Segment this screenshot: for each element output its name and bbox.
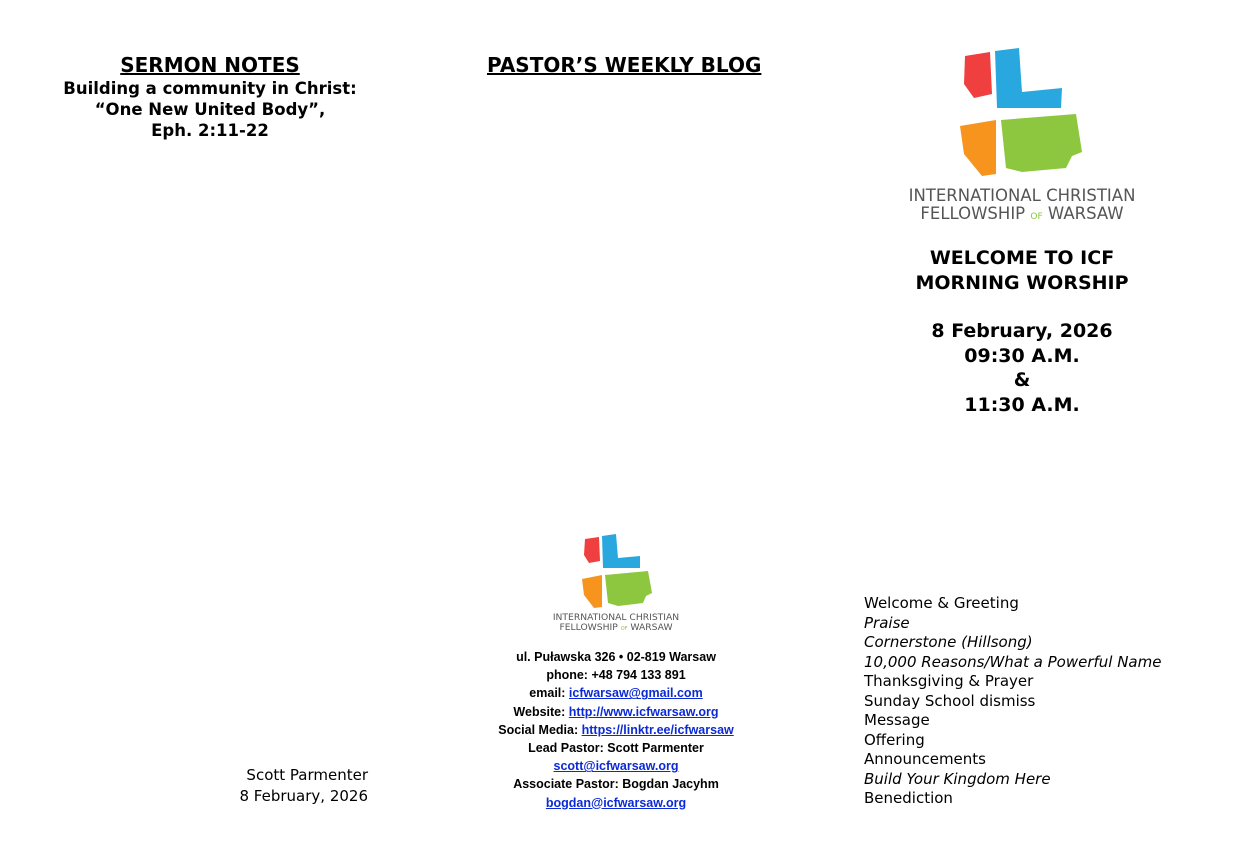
order-of-service	[864, 594, 1204, 809]
welcome-heading-line1: WELCOME TO ICF	[929, 247, 1115, 269]
logo-text-line1: INTERNATIONAL CHRISTIAN	[552, 612, 680, 623]
social-media-link[interactable]: https://linktr.ee/icfwarsaw	[581, 722, 734, 737]
service-item: Sunday School dismiss	[864, 691, 1036, 710]
sermon-subtitle-line: Building a community in Christ:	[63, 79, 357, 98]
service-item: Offering	[864, 730, 925, 749]
website-label: Website:	[513, 704, 566, 719]
icf-logo-large	[902, 44, 1142, 226]
pastors-blog-title: PASTOR’S WEEKLY BLOG	[487, 53, 762, 77]
service-item: Thanksgiving & Prayer	[864, 672, 1034, 690]
phone-line	[466, 666, 766, 684]
associate-pastor: Associate Pastor: Bogdan Jacyhm	[513, 777, 719, 792]
service-item: Praise	[864, 613, 910, 632]
associate-pastor-email-link[interactable]: bogdan@icfwarsaw.org	[545, 795, 687, 810]
contact-section	[466, 648, 766, 812]
sermon-subtitle-line: “One New United Body”,	[94, 100, 326, 119]
logo-text-line2: FELLOWSHIP OF WARSAW	[920, 204, 1124, 223]
service-time-first: 09:30 A.M.	[964, 344, 1080, 367]
cross-emblem-icon	[960, 48, 1082, 176]
lead-pastor: Lead Pastor: Scott Parmenter	[528, 741, 704, 756]
email-link[interactable]: icfwarsaw@gmail.com	[568, 686, 703, 701]
welcome-heading-line2: MORNING WORSHIP	[915, 271, 1129, 294]
email-line	[466, 684, 766, 702]
cross-emblem-icon	[582, 534, 652, 608]
icf-logo-small	[548, 530, 684, 634]
sermon-notes-title: SERMON NOTES	[120, 53, 300, 77]
service-item: Announcements	[864, 750, 986, 768]
logo-text-line2: FELLOWSHIP OF WARSAW	[559, 622, 673, 633]
signature-name: Scott Parmenter	[246, 766, 368, 784]
social-media-line	[466, 721, 766, 739]
sermon-scripture-reference: Eph. 2:11-22	[151, 121, 269, 140]
service-item: Build Your Kingdom Here	[864, 769, 1051, 788]
service-item: Message	[864, 711, 930, 729]
website-line	[466, 703, 766, 721]
sermon-notes-section	[40, 52, 380, 141]
service-time-second: 11:30 A.M.	[964, 393, 1080, 416]
service-item: Cornerstone (Hillsong)	[864, 633, 1033, 651]
phone-label: phone:	[546, 668, 588, 683]
social-media-label: Social Media:	[498, 722, 579, 737]
service-date: 8 February, 2026	[931, 320, 1113, 342]
welcome-section	[882, 246, 1162, 417]
signature-date: 8 February, 2026	[239, 787, 368, 805]
lead-pastor-email-link[interactable]: scott@icfwarsaw.org	[553, 759, 679, 774]
service-item: 10,000 Reasons/What a Powerful Name	[864, 652, 1162, 671]
service-time-ampersand: &	[1013, 369, 1031, 391]
phone-number: +48 794 133 891	[591, 668, 686, 683]
blog-signature	[200, 765, 368, 807]
email-label: email:	[529, 686, 566, 701]
website-link[interactable]: http://www.icfwarsaw.org	[568, 704, 719, 719]
service-item: Welcome & Greeting	[864, 594, 1019, 612]
church-address: ul. Puławska 326 • 02-819 Warsaw	[516, 650, 716, 664]
service-item: Benediction	[864, 789, 953, 807]
logo-text-line1: INTERNATIONAL CHRISTIAN	[908, 186, 1136, 205]
